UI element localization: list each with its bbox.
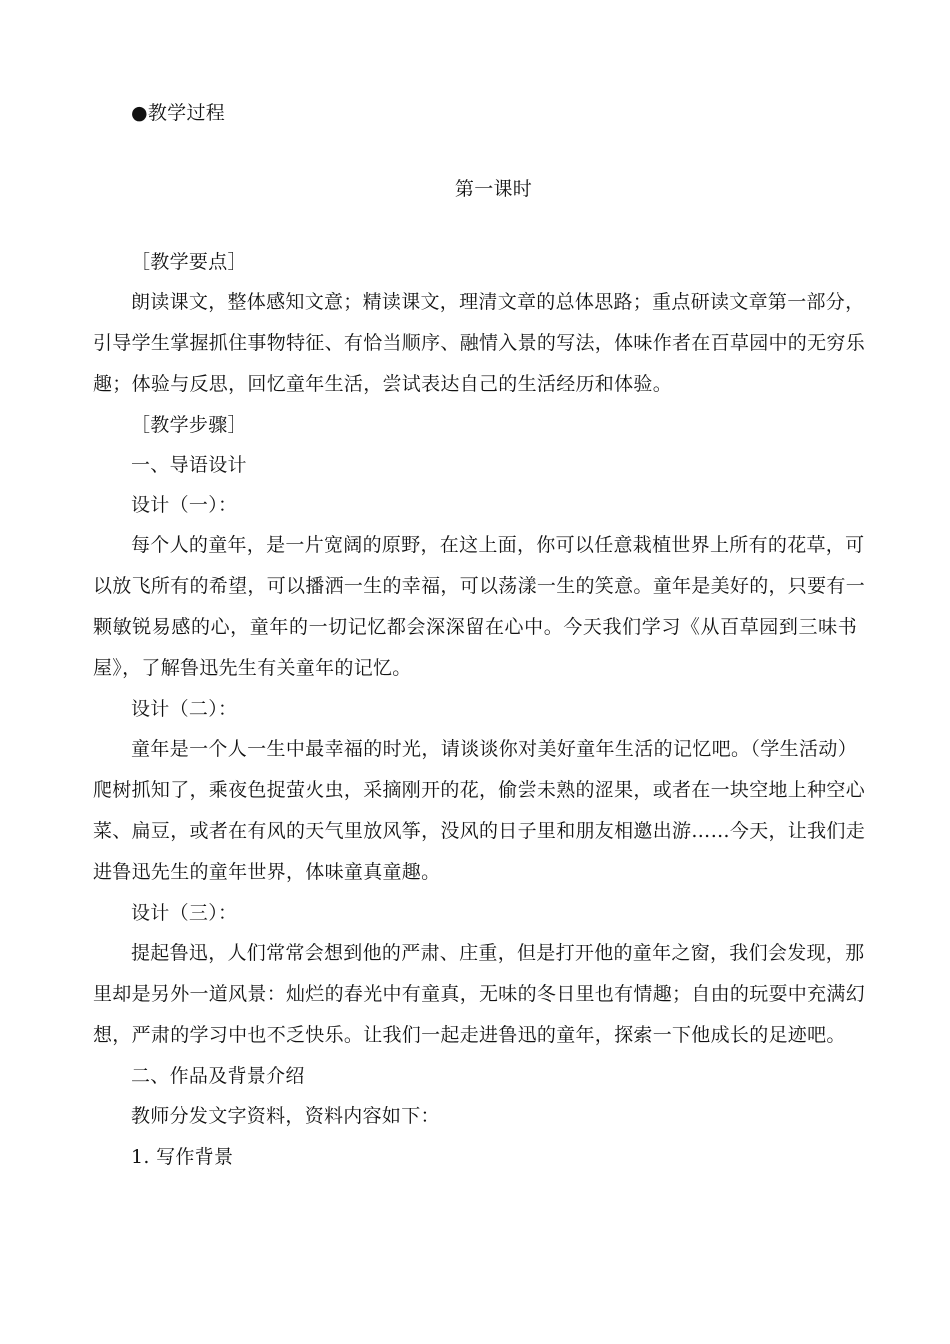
design2-line: 进鲁迅先生的童年世界，体味童真童趣。 [93,861,441,883]
design2-line: 菜、扁豆，或者在有风的天气里放风筝，没风的日子里和朋友相邀出游……今天，让我们走 [93,820,866,842]
part2-item-writing-background: 1. 写作背景 [131,1146,234,1168]
lesson-title: 第一课时 [454,178,533,200]
key-points-line: 朗读课文，整体感知文意；精读课文，理清文章的总体思路；重点研读文章第一部分， [131,291,865,313]
design2-line: 爬树抓知了，乘夜色捉萤火虫，采摘刚开的花，偷尝未熟的涩果，或者在一块空地上种空心 [93,779,866,801]
design1-line: 屋》，了解鲁迅先生有关童年的记忆。 [93,657,412,679]
steps-label: ［教学步骤］ [131,414,247,436]
design3-line: 里却是另外一道风景：灿烂的春光中有童真，无味的冬日里也有情趣；自由的玩耍中充满幻 [93,983,866,1005]
design3-line: 想，严肃的学习中也不乏快乐。让我们一起走进鲁迅的童年，探索一下他成长的足迹吧。 [93,1024,846,1046]
design1-line: 颗敏锐易感的心，童年的一切记忆都会深深留在心中。今天我们学习《从百草园到三味书 [93,616,857,638]
design1-line: 每个人的童年，是一片宽阔的原野，在这上面，你可以任意栽植世界上所有的花草，可 [131,534,865,556]
design3-line: 提起鲁迅，人们常常会想到他的严肃、庄重，但是打开他的童年之窗，我们会发现，那 [131,942,865,964]
design1-line: 以放飞所有的希望，可以播洒一生的幸福，可以荡漾一生的笑意。童年是美好的，只要有一 [93,575,866,597]
design2-line: 童年是一个人一生中最幸福的时光，请谈谈你对美好童年生活的记忆吧。（学生活动） [131,738,857,760]
part1-heading: 一、导语设计 [131,454,247,476]
design3-label: 设计（三）： [131,902,238,924]
section-heading: ●教学过程 [131,102,226,124]
key-points-line: 引导学生掌握抓住事物特征、有恰当顺序、融情入景的写法，体味作者在百草园中的无穷乐 [93,332,866,354]
design2-label: 设计（二）： [131,698,238,720]
design1-label: 设计（一）： [131,494,238,516]
key-points-label: ［教学要点］ [131,251,247,273]
part2-heading: 二、作品及背景介绍 [131,1065,305,1087]
part2-intro: 教师分发文字资料，资料内容如下： [131,1105,440,1127]
key-points-line: 趣；体验与反思，回忆童年生活，尝试表达自己的生活经历和体验。 [93,373,673,395]
